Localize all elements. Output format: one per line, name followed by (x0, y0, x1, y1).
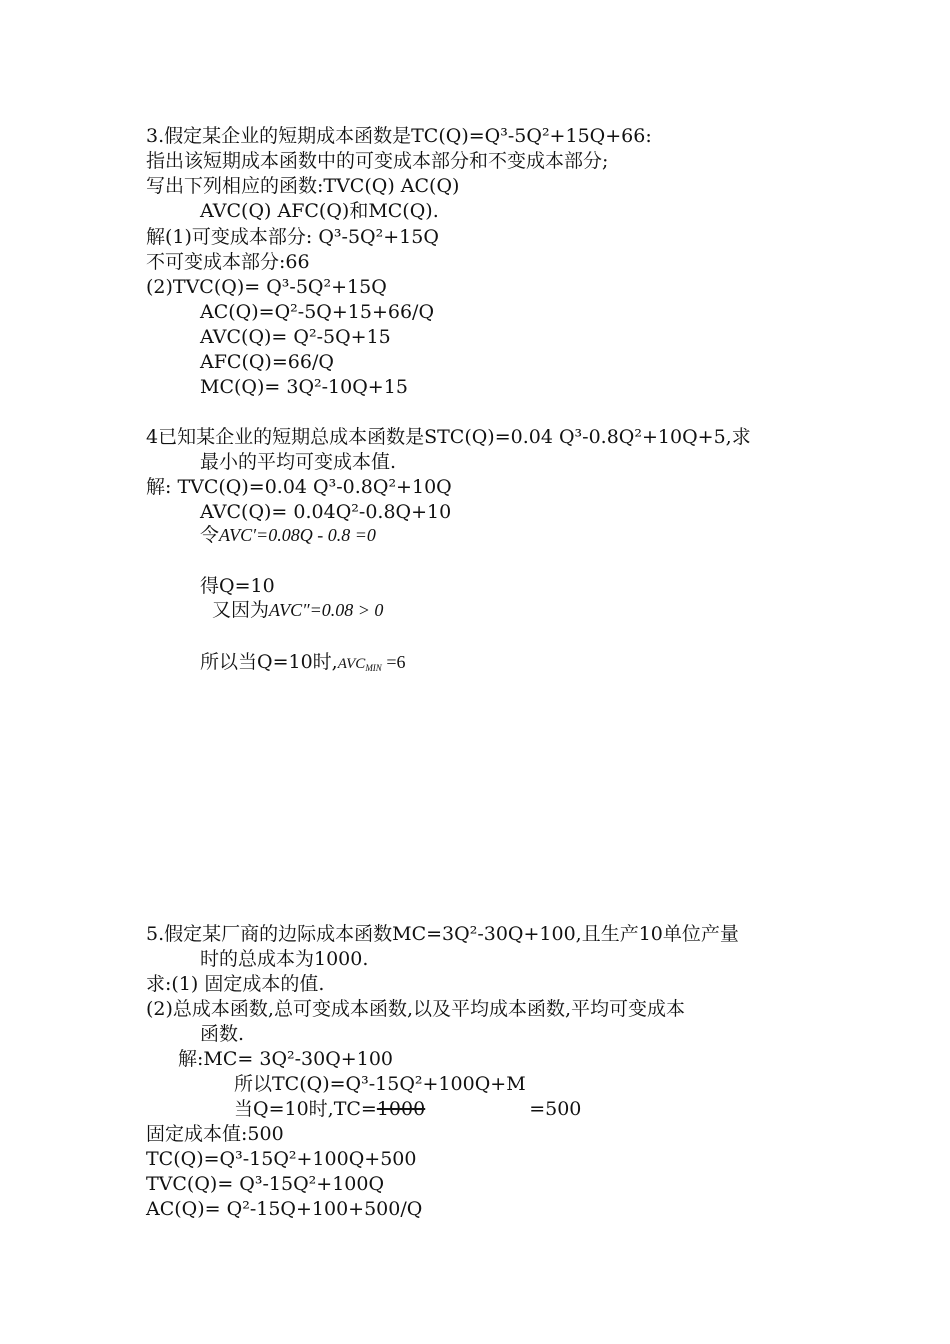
q3-line-6: 不可变成本部分:66 (146, 251, 310, 273)
q5-line-7: 固定成本值:500 (146, 1123, 284, 1145)
q4-line-4: 得Q=10 (200, 575, 275, 597)
q3-line-9: AVC(Q)= Q²-5Q+15 (200, 326, 391, 348)
q4-line-6 (200, 650, 405, 681)
q3-title: 3.假定某企业的短期成本函数是TC(Q)=Q³-5Q²+15Q+66: (146, 125, 652, 147)
q4-line-5-prefix: 又因为 (212, 599, 270, 621)
q3-line-11: MC(Q)= 3Q²-10Q+15 (200, 376, 408, 398)
q3-line-8: AC(Q)=Q²-5Q+15+66/Q (200, 301, 435, 323)
q5-line-9: TVC(Q)= Q³-15Q²+100Q (146, 1173, 385, 1195)
q4-avc-min-subscript: MIN (365, 663, 382, 673)
q3-line-7: (2)TVC(Q)= Q³-5Q²+15Q (146, 276, 387, 298)
q4-avc-min-value: =6 (381, 652, 406, 672)
q5-title-2: 时的总成本为1000. (200, 948, 369, 970)
q5-line-5: 所以TC(Q)=Q³-15Q²+100Q+M (234, 1073, 526, 1095)
q5-line-6-prefix: 当Q=10时,TC= (234, 1098, 377, 1120)
q4-line-6-prefix: 所以当Q=10时, (200, 651, 338, 673)
q4-derivative-equation: AVC′=0.08Q - 0.8 =0 (219, 525, 376, 545)
q5-line-2: (2)总成本函数,总可变成本函数,以及平均成本函数,平均可变成本 (146, 998, 686, 1020)
q4-line-3-prefix: 令 (200, 524, 220, 546)
q5-struck-value: 1000 (376, 1098, 426, 1120)
q5-line-8: TC(Q)=Q³-15Q²+100Q+500 (146, 1148, 417, 1170)
q4-line-3 (200, 523, 376, 548)
q4-line-2: AVC(Q)= 0.04Q²-0.8Q+10 (200, 501, 452, 523)
q3-line-5: 解(1)可变成本部分: Q³-5Q²+15Q (146, 226, 439, 248)
q4-second-derivative: AVC″=0.08 > 0 (269, 600, 384, 620)
q5-line-10: AC(Q)= Q²-15Q+100+500/Q (146, 1198, 423, 1220)
q5-line-6 (234, 1097, 581, 1122)
q5-title: 5.假定某厂商的边际成本函数MC=3Q²-30Q+100,且生产10单位产量 (146, 923, 739, 945)
q3-line-4: AVC(Q) AFC(Q)和MC(Q). (200, 200, 439, 222)
q5-line-3: 函数. (200, 1023, 245, 1045)
q4-title: 4已知某企业的短期总成本函数是STC(Q)=0.04 Q³-0.8Q²+10Q+5,求 (146, 426, 751, 448)
q3-line-2: 指出该短期成本函数中的可变成本部分和不变成本部分; (146, 150, 609, 172)
q3-line-10: AFC(Q)=66/Q (200, 351, 334, 373)
q4-line-1: 解: TVC(Q)=0.04 Q³-0.8Q²+10Q (146, 476, 452, 498)
q3-line-3: 写出下列相应的函数:TVC(Q) AC(Q) (146, 175, 460, 197)
q5-line-6-result: =500 (529, 1098, 582, 1120)
q5-line-1: 求:(1) 固定成本的值. (146, 973, 325, 995)
q4-avc-min-label: AVC (337, 656, 366, 672)
q4-line-5 (212, 598, 383, 623)
q4-title-2: 最小的平均可变成本值. (200, 451, 397, 473)
q5-line-4: 解:MC= 3Q²-30Q+100 (178, 1048, 393, 1070)
